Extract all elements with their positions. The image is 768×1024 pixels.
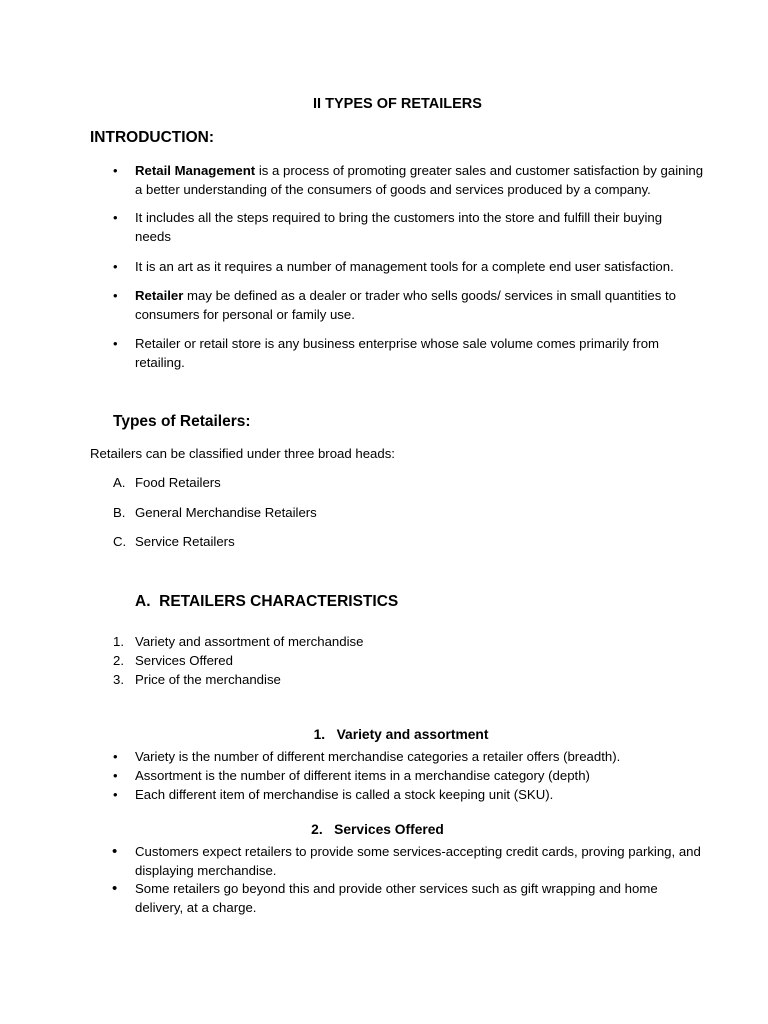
bullet-icon: • (113, 210, 118, 225)
bullet-icon: • (112, 880, 118, 897)
heading-marker: 2. (311, 822, 323, 837)
list-marker: A. (113, 475, 126, 490)
heading-text: Services Offered (334, 822, 444, 837)
bold-term: Retail Management (135, 163, 256, 178)
list-marker: C. (113, 534, 127, 549)
heading-text: RETAILERS CHARACTERISTICS (159, 593, 399, 610)
list-item-continuation: delivery, at a charge. (135, 900, 257, 915)
page-title: II TYPES OF RETAILERS (313, 96, 482, 112)
bold-term: Retailer (135, 288, 184, 303)
list-item-text: Service Retailers (135, 534, 235, 549)
list-item-continuation: displaying merchandise. (135, 863, 277, 878)
bullet-icon: • (113, 163, 118, 178)
bullet-icon: • (113, 259, 118, 274)
list-item-text: Price of the merchandise (135, 672, 281, 687)
list-item-text: Variety and assortment of merchandise (135, 634, 364, 649)
list-item-line (135, 161, 703, 180)
list-item-text: It is an art as it requires a number of management tools for a complete end user satisfaction. (135, 259, 674, 274)
heading-marker: A. (135, 593, 151, 610)
list-marker: 3. (113, 672, 124, 687)
introduction-heading: INTRODUCTION: (90, 129, 214, 146)
list-item-text: Each different item of merchandise is called a stock keeping unit (SKU). (135, 787, 554, 802)
heading-text: Variety and assortment (336, 727, 489, 742)
list-item-continuation: retailing. (135, 355, 185, 370)
section-2-heading (0, 822, 755, 837)
list-item-line (135, 286, 676, 305)
characteristics-heading (135, 593, 398, 611)
list-item-text: Some retailers go beyond this and provide other services such as gift wrapping and home (135, 881, 658, 896)
list-item-text: Services Offered (135, 653, 233, 668)
list-item-text: Assortment is the number of different items in a merchandise category (depth) (135, 768, 590, 783)
bullet-icon: • (112, 843, 118, 860)
list-item-text: is a process of promoting greater sales and customer satisfaction by gaining (255, 163, 704, 178)
list-item-text: Variety is the number of different merchandise categories a retailer offers (breadth). (135, 749, 621, 764)
bullet-icon: • (113, 749, 118, 764)
list-item-continuation: consumers for personal or family use. (135, 307, 355, 322)
heading-marker: 1. (313, 727, 326, 742)
types-heading: Types of Retailers: (113, 413, 251, 430)
list-item-text: It includes all the steps required to bring the customers into the store and fulfill their buying (135, 210, 663, 225)
types-intro-text: Retailers can be classified under three broad heads: (90, 446, 395, 461)
list-marker: 2. (113, 653, 124, 668)
list-marker: 1. (113, 634, 124, 649)
bullet-icon: • (113, 288, 118, 303)
list-item-text: Retailer or retail store is any business enterprise whose sale volume comes primarily from (135, 336, 660, 351)
list-item-continuation: needs (135, 229, 171, 244)
bullet-icon: • (113, 336, 118, 351)
list-item-continuation: a better understanding of the consumers of goods and services produced by a company. (135, 182, 651, 197)
list-item-text: Food Retailers (135, 475, 221, 490)
list-item-text: Customers expect retailers to provide some services-accepting credit cards, proving parking, and (135, 844, 701, 859)
bullet-icon: • (113, 768, 118, 783)
bullet-icon: • (113, 787, 118, 802)
list-item-text: may be defined as a dealer or trader who sells goods/ services in small quantities to (183, 288, 676, 303)
list-item-text: General Merchandise Retailers (135, 505, 317, 520)
list-marker: B. (113, 505, 126, 520)
section-1-heading (0, 727, 768, 742)
